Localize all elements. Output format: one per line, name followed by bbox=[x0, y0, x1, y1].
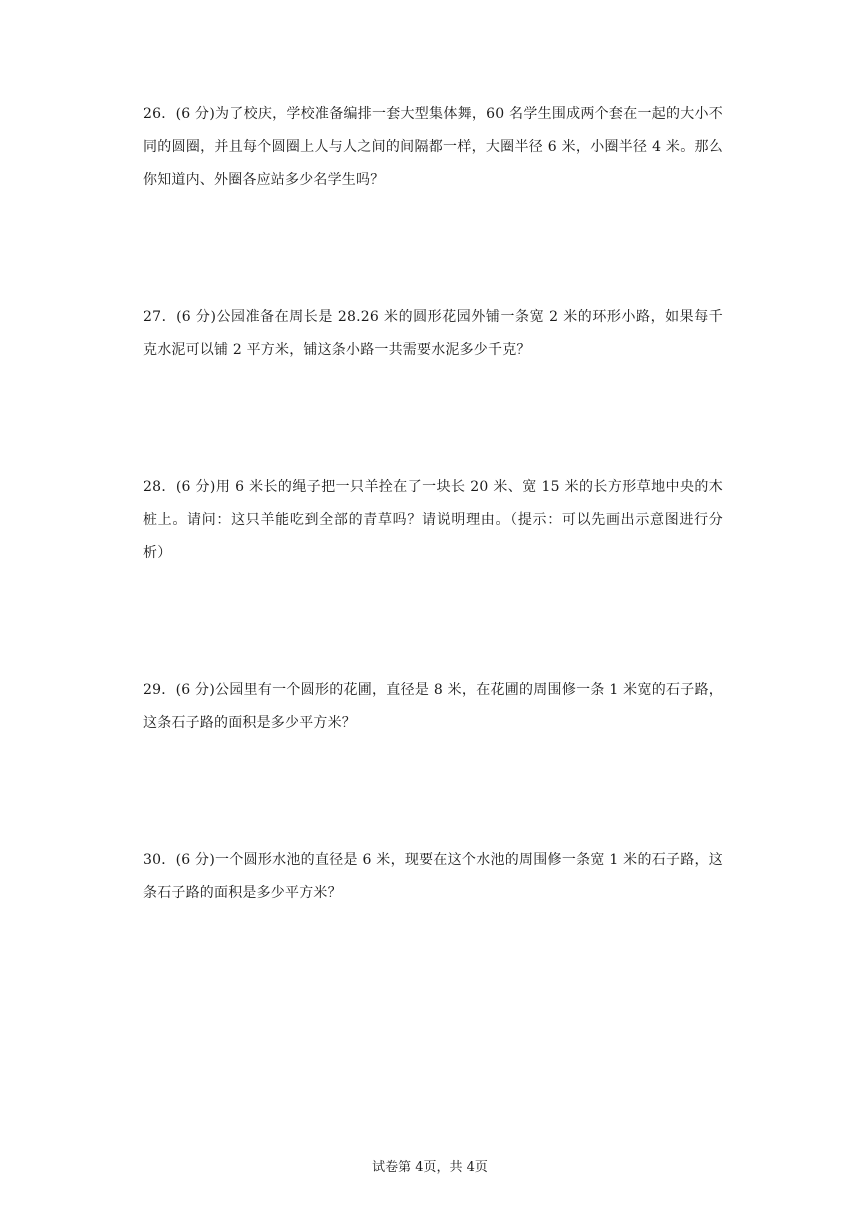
question-score: (6 分) bbox=[176, 309, 217, 325]
question-number: 29． bbox=[143, 682, 176, 698]
question-text: 一个圆形水池的直径是 6 米，现要在这个水池的周围修一条宽 1 米的石子路，这条石子路的面积是多少平方米？ bbox=[143, 852, 723, 901]
question-score: (6 分) bbox=[175, 479, 216, 495]
question-score: (6 分) bbox=[175, 682, 215, 698]
page-footer bbox=[0, 1158, 860, 1178]
question-text: 为了校庆，学校准备编排一套大型集体舞，60 名学生围成两个套在一起的大小不同的圆圈，并且每个圆圈上人与人之间的间隔都一样，大圈半径 6 米，小圈半径 4 米。那么你知道内、外圈各应站多少名学生吗？ bbox=[143, 106, 724, 188]
question-number: 28． bbox=[143, 479, 176, 495]
question-number: 30． bbox=[143, 852, 176, 868]
question-number: 27． bbox=[143, 309, 177, 325]
question-number: 26． bbox=[143, 106, 176, 122]
question-score: (6 分) bbox=[175, 852, 215, 868]
question-score: (6 分) bbox=[175, 106, 215, 122]
question-30 bbox=[143, 844, 723, 910]
question-28 bbox=[143, 471, 723, 570]
question-text: 公园里有一个圆形的花圃，直径是 8 米，在花圃的周围修一条 1 米宽的石子路，这条石子路的面积是多少平方米？ bbox=[143, 682, 723, 731]
question-text: 用 6 米长的绳子把一只羊拴在了一块长 20 米、宽 15 米的长方形草地中央的木桩上。请问：这只羊能吃到全部的青草吗？请说明理由。（提示：可以先画出示意图进行分析） bbox=[143, 479, 724, 561]
question-29 bbox=[143, 674, 723, 740]
question-26 bbox=[143, 98, 723, 197]
page-number-label: 试卷第 4页，共 4页 bbox=[372, 1160, 488, 1175]
question-27 bbox=[143, 301, 723, 367]
question-text: 公园准备在周长是 28.26 米的圆形花园外铺一条宽 2 米的环形小路，如果每千克水泥可以铺 2 平方米，铺这条小路一共需要水泥多少千克？ bbox=[143, 309, 723, 358]
